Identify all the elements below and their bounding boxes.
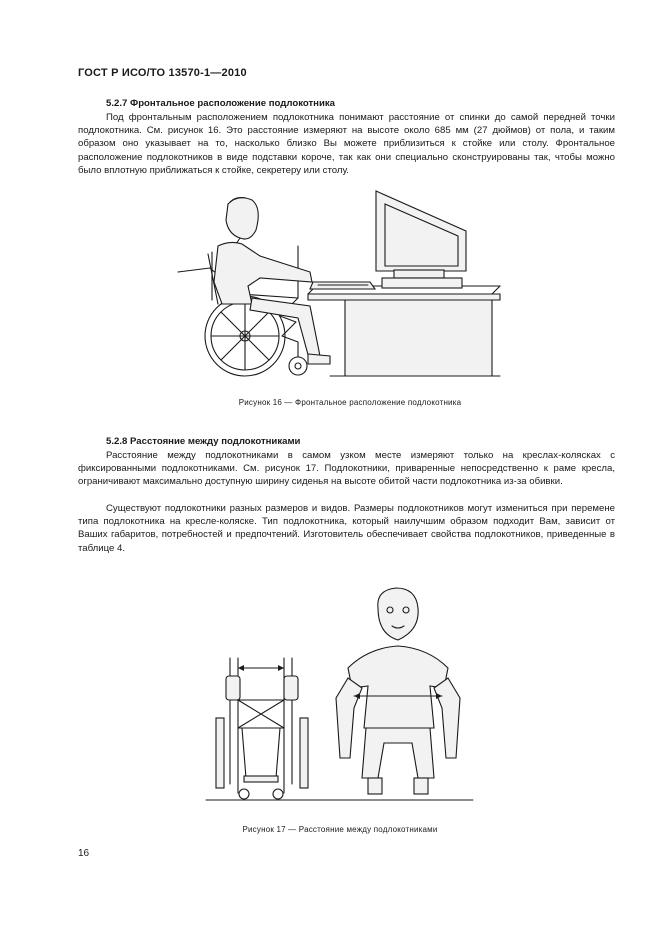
document-header: ГОСТ Р ИСО/ТО 13570-1—2010 xyxy=(78,67,247,79)
person-head xyxy=(226,198,258,239)
page-number: 16 xyxy=(78,848,90,859)
section-5-2-8-paragraph-2: Существуют подлокотники разных размеров и видов. Размеры подлокотников могут измениться при перемене типа подлокотника на кресле-коляске. Тип подлокотника, который наилучшим образом подходит Вам, зависит от Ваших габаритов, потребностей и предпочтений. Изготовитель обеспечивает свойства подлокотников, приведенные в таблице 4. xyxy=(78,503,615,554)
figure-17-illustration xyxy=(198,578,478,803)
section-5-2-7-paragraph: Под фронтальным расположением подлокотника понимают расстояние от спинки до самой передней точки подлокотника. См. рисунок 16. Это расстояние измеряют на высоте около 685 мм (27 дюймов) от пола, и таким образом оно указывает на то, насколько близко Вы можете приблизиться к стойке или столу. Фронтальное расположение подлокотников в виде подставки короче, так как они специально сконструированы так, чтобы можно было вплотную приближаться к стойке, секретеру или столу. xyxy=(78,112,615,176)
figure-16-caption: Рисунок 16 — Фронтальное расположение подлокотника xyxy=(238,398,462,407)
section-5-2-8-title: 5.2.8 Расстояние между подлокотниками xyxy=(106,436,301,447)
person-torso xyxy=(214,242,312,304)
desk-top xyxy=(308,294,500,300)
wheelchair-front-view xyxy=(216,658,308,799)
figure-16-illustration xyxy=(170,186,510,386)
desk-body xyxy=(345,300,492,376)
seated-person-front-view xyxy=(336,588,460,794)
section-5-2-7-title: 5.2.7 Фронтальное расположение подлокотника xyxy=(106,98,336,109)
figure-17-caption: Рисунок 17 — Расстояние между подлокотниками xyxy=(242,825,438,834)
section-5-2-8-paragraph-1: Расстояние между подлокотниками в самом узком месте измеряют только на креслах-колясках с фиксированными подлокотниками. См. рисунок 17. Подлокотники, приваренные непосредственно к раме кресла, ограничивают максимально доступную ширину сиденья на высоте обитой части подлокотника из-за обивки. xyxy=(78,450,615,488)
